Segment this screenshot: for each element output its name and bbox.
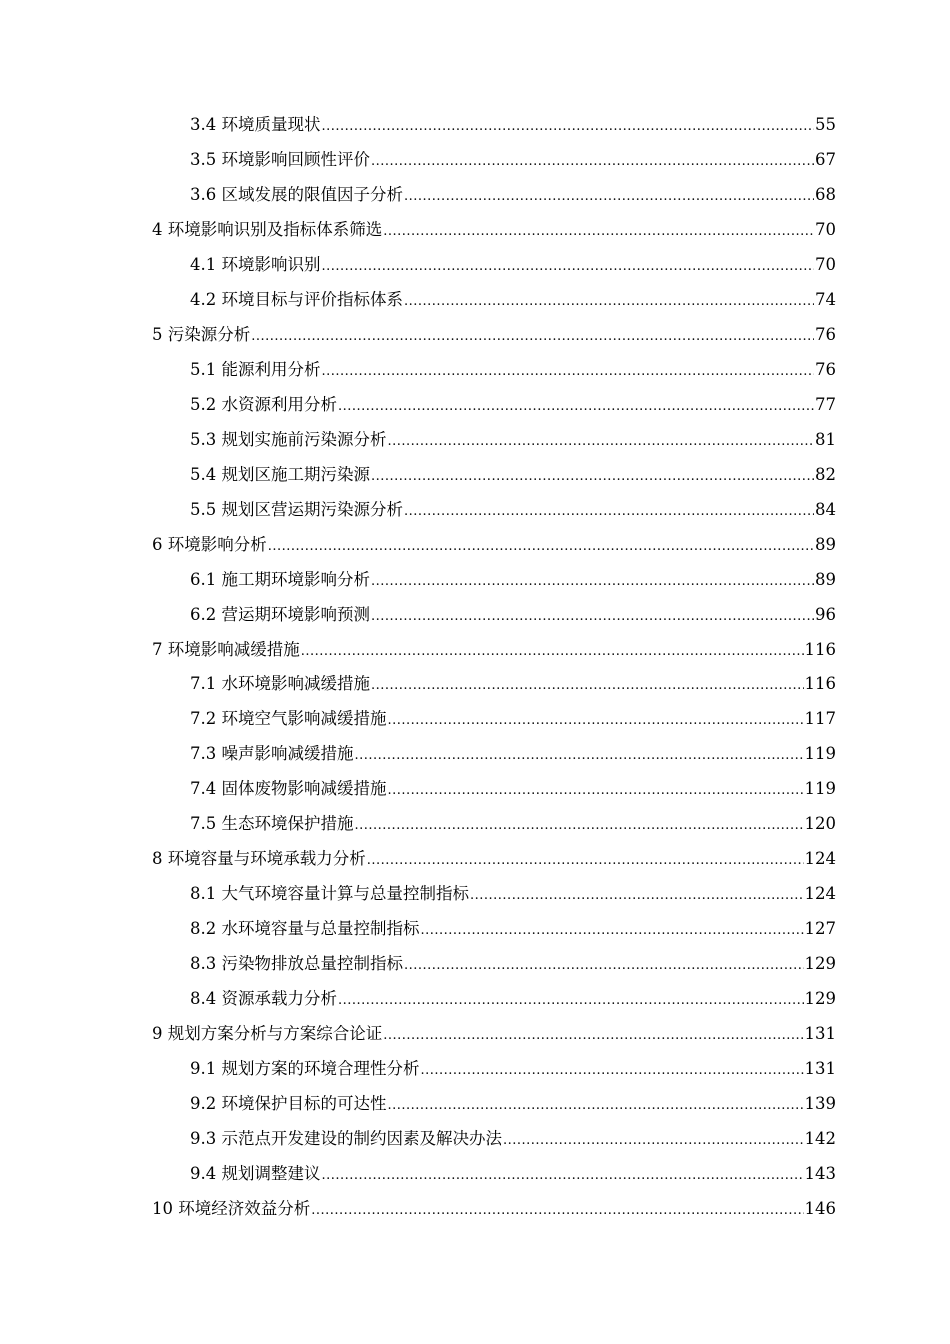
toc-entry-title: 7.4 固体废物影响减缓措施: [190, 779, 387, 799]
toc-dot-leader: [470, 886, 804, 906]
toc-dot-leader: [338, 397, 814, 417]
toc-page-number: 55: [815, 115, 836, 135]
toc-entry[interactable]: [0, 108, 950, 143]
toc-dot-leader: [371, 152, 814, 172]
toc-entry-title: 8.4 资源承载力分析: [190, 988, 337, 1008]
toc-page-number: 70: [815, 220, 836, 240]
toc-page-number: 120: [804, 814, 836, 834]
toc-entry-title: 9.3 示范点开发建设的制约因素及解决办法: [190, 1128, 502, 1148]
toc-entry-title: 6.1 施工期环境影响分析: [190, 569, 370, 589]
toc-entry-title: 7.3 噪声影响减缓措施: [190, 744, 354, 764]
toc-page-number: 116: [804, 674, 836, 694]
toc-page-number: 131: [804, 1058, 836, 1078]
toc-page-number: 146: [804, 1198, 836, 1218]
toc-entry-title: 7.5 生态环境保护措施: [190, 814, 354, 834]
toc-entry[interactable]: [0, 632, 950, 667]
toc-page-number: 117: [804, 709, 836, 729]
toc-page-number: 129: [804, 988, 836, 1008]
toc-dot-leader: [311, 1201, 803, 1221]
toc-dot-leader: [404, 956, 804, 976]
table-of-contents: [0, 108, 950, 1226]
toc-page-number: 116: [804, 639, 836, 659]
toc-entry-title: 3.5 环境影响回顾性评价: [190, 150, 370, 170]
toc-entry-title: 5.1 能源利用分析: [190, 360, 321, 380]
toc-entry-title: 7.2 环境空气影响减缓措施: [190, 709, 387, 729]
toc-entry-title: 4 环境影响识别及指标体系筛选: [152, 220, 383, 240]
toc-page-number: 81: [815, 429, 836, 449]
toc-entry-title: 8.3 污染物排放总量控制指标: [190, 953, 403, 973]
toc-entry[interactable]: [0, 912, 950, 947]
toc-entry-title: 9.4 规划调整建议: [190, 1163, 321, 1183]
toc-dot-leader: [355, 816, 804, 836]
toc-entry[interactable]: [0, 667, 950, 702]
toc-entry[interactable]: [0, 737, 950, 772]
toc-entry[interactable]: [0, 562, 950, 597]
toc-page-number: 127: [804, 919, 836, 939]
toc-page-number: 143: [804, 1163, 836, 1183]
toc-entry-title: 9 规划方案分析与方案综合论证: [152, 1023, 383, 1043]
toc-dot-leader: [421, 1061, 804, 1081]
toc-dot-leader: [322, 1166, 804, 1186]
toc-entry[interactable]: [0, 1191, 950, 1226]
toc-entry-title: 6 环境影响分析: [152, 534, 267, 554]
toc-entry[interactable]: [0, 1086, 950, 1121]
toc-page-number: 124: [804, 884, 836, 904]
toc-entry[interactable]: [0, 1121, 950, 1156]
toc-page-number: 74: [815, 290, 836, 310]
toc-entry-title: 3.4 环境质量现状: [190, 115, 321, 135]
toc-entry-title: 9.2 环境保护目标的可达性: [190, 1093, 387, 1113]
toc-entry-title: 8 环境容量与环境承载力分析: [152, 849, 366, 869]
toc-dot-leader: [383, 222, 814, 242]
toc-dot-leader: [383, 1026, 803, 1046]
toc-dot-leader: [338, 991, 804, 1011]
toc-page-number: 76: [815, 325, 836, 345]
toc-dot-leader: [371, 607, 814, 627]
toc-dot-leader: [371, 676, 804, 696]
toc-entry[interactable]: [0, 877, 950, 912]
toc-page-number: 68: [815, 185, 836, 205]
toc-entry[interactable]: [0, 527, 950, 562]
toc-entry[interactable]: [0, 353, 950, 388]
toc-page-number: 119: [804, 779, 836, 799]
toc-dot-leader: [388, 781, 804, 801]
toc-dot-leader: [503, 1131, 804, 1151]
toc-entry[interactable]: [0, 213, 950, 248]
toc-page-number: 82: [815, 464, 836, 484]
toc-entry[interactable]: [0, 422, 950, 457]
toc-entry[interactable]: [0, 457, 950, 492]
toc-entry-title: 9.1 规划方案的环境合理性分析: [190, 1058, 420, 1078]
toc-entry-title: 7 环境影响减缓措施: [152, 639, 300, 659]
toc-entry-title: 5.4 规划区施工期污染源: [190, 464, 370, 484]
toc-entry[interactable]: [0, 842, 950, 877]
toc-dot-leader: [404, 187, 814, 207]
toc-dot-leader: [251, 327, 814, 347]
toc-entry-title: 5 污染源分析: [152, 325, 251, 345]
toc-page-number: 89: [815, 569, 836, 589]
toc-page-number: 96: [815, 604, 836, 624]
toc-dot-leader: [388, 432, 815, 452]
toc-page-number: 84: [815, 499, 836, 519]
toc-dot-leader: [404, 502, 814, 522]
toc-page-number: 77: [815, 394, 836, 414]
toc-page-number: 76: [815, 360, 836, 380]
toc-entry-title: 8.2 水环境容量与总量控制指标: [190, 919, 420, 939]
toc-entry[interactable]: [0, 1016, 950, 1051]
toc-entry-title: 7.1 水环境影响减缓措施: [190, 674, 370, 694]
toc-entry-title: 3.6 区域发展的限值因子分析: [190, 185, 403, 205]
toc-page-number: 70: [815, 255, 836, 275]
toc-page-number: 67: [815, 150, 836, 170]
toc-dot-leader: [301, 642, 804, 662]
toc-entry[interactable]: [0, 318, 950, 353]
toc-page-number: 139: [804, 1093, 836, 1113]
toc-dot-leader: [371, 572, 814, 592]
toc-entry-title: 8.1 大气环境容量计算与总量控制指标: [190, 884, 469, 904]
toc-entry-title: 4.1 环境影响识别: [190, 255, 321, 275]
toc-dot-leader: [367, 851, 804, 871]
toc-page-number: 119: [804, 744, 836, 764]
toc-dot-leader: [322, 117, 815, 137]
toc-entry[interactable]: [0, 178, 950, 213]
toc-dot-leader: [388, 1096, 804, 1116]
toc-entry[interactable]: [0, 807, 950, 842]
toc-entry[interactable]: [0, 702, 950, 737]
toc-dot-leader: [322, 257, 815, 277]
toc-page-number: 142: [804, 1128, 836, 1148]
toc-entry-title: 5.5 规划区营运期污染源分析: [190, 499, 403, 519]
toc-entry[interactable]: [0, 388, 950, 423]
toc-entry[interactable]: [0, 283, 950, 318]
toc-page-number: 129: [804, 953, 836, 973]
toc-entry-title: 5.2 水资源利用分析: [190, 394, 337, 414]
toc-entry-title: 10 环境经济效益分析: [152, 1198, 311, 1218]
toc-entry-title: 6.2 营运期环境影响预测: [190, 604, 370, 624]
toc-dot-leader: [371, 467, 814, 487]
toc-page-number: 89: [815, 534, 836, 554]
toc-entry[interactable]: [0, 947, 950, 982]
toc-dot-leader: [421, 921, 804, 941]
toc-dot-leader: [355, 746, 804, 766]
toc-entry[interactable]: [0, 492, 950, 527]
toc-entry[interactable]: [0, 1156, 950, 1191]
toc-entry[interactable]: [0, 981, 950, 1016]
toc-page-number: 131: [804, 1023, 836, 1043]
toc-dot-leader: [322, 362, 815, 382]
toc-entry-title: 5.3 规划实施前污染源分析: [190, 429, 387, 449]
toc-entry[interactable]: [0, 1051, 950, 1086]
toc-entry[interactable]: [0, 597, 950, 632]
toc-entry[interactable]: [0, 248, 950, 283]
toc-dot-leader: [404, 292, 814, 312]
toc-entry[interactable]: [0, 772, 950, 807]
toc-entry[interactable]: [0, 143, 950, 178]
toc-dot-leader: [268, 537, 814, 557]
toc-page-number: 124: [804, 849, 836, 869]
toc-dot-leader: [388, 711, 804, 731]
toc-entry-title: 4.2 环境目标与评价指标体系: [190, 290, 403, 310]
